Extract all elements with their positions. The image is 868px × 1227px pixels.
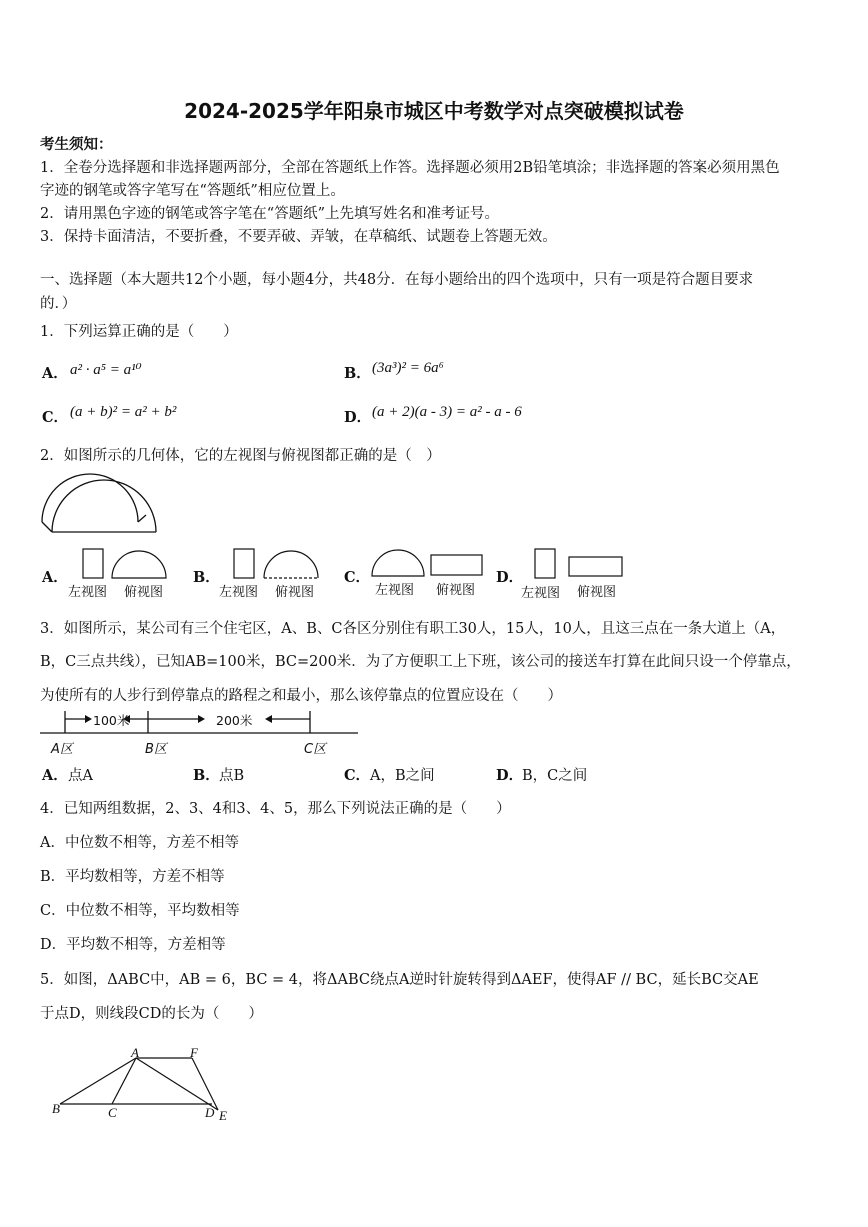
q2-option-a-left-caption: 左视图: [68, 585, 108, 600]
q1-option-a-label: A．: [42, 365, 68, 382]
q5-line-1: 5．如图，ΔABC中，AB = 6，BC = 4，将ΔABC绕点A逆时针旋转得到ΔAEF，使得AF // BC，延长BC交AE: [40, 972, 759, 988]
q1-option-c-expr: (a + b)² = a² + b²: [70, 404, 177, 420]
q1-option-b-label: B．: [344, 365, 371, 382]
notice-heading: 考生须知：: [40, 136, 113, 153]
q3-option-a-label: A．: [42, 767, 68, 784]
q4-stem: 4．已知两组数据，2、3、4和3、4、5，那么下列说法正确的是（ ）: [40, 801, 511, 817]
q5-point-f: F: [190, 1045, 198, 1060]
q2-option-a-label: A．: [42, 569, 68, 586]
q3-zone-c: C区: [304, 742, 327, 757]
q4-option-a: A．中位数不相等，方差不相等: [40, 835, 239, 851]
q2-option-c-left-caption: 左视图: [375, 583, 415, 598]
q3-zone-b: B区: [145, 742, 167, 757]
notice-line-1a: 1．全卷分选择题和非选择题两部分，全部在答题纸上作答。选择题必须用2B铅笔填涂；非选择题的答案必须用黑色: [40, 160, 780, 176]
q2-option-d-left-view: [534, 548, 556, 580]
q3-line-1: 3．如图所示，某公司有三个住宅区，A、B、C各区分别住有职工30人，15人，10人，且这三点在一条大道上（A，: [40, 621, 786, 637]
q1-option-c-label: C．: [42, 409, 69, 426]
q2-option-d-left-caption: 左视图: [521, 586, 561, 601]
q2-option-b-top-view: [262, 548, 322, 580]
q1-option-d-expr: (a + 2)(a - 3) = a² - a - 6: [372, 404, 522, 420]
q3-road-diagram: [40, 706, 360, 736]
q1-option-b-expr: (3a³)² = 6a⁶: [372, 360, 444, 376]
q2-option-a-top-view: [110, 548, 170, 580]
q4-option-b: B．平均数相等，方差不相等: [40, 869, 225, 885]
q2-option-b-left-view: [233, 548, 255, 580]
q2-solid-figure: [40, 470, 165, 540]
q2-option-b-left-caption: 左视图: [219, 585, 259, 600]
q1-stem: 1．下列运算正确的是（ ）: [40, 324, 238, 340]
q3-option-a-text: 点A: [68, 768, 93, 784]
q2-option-b-label: B．: [193, 569, 220, 586]
section-heading-line-a: 一、选择题（本大题共12个小题，每小题4分，共48分．在每小题给出的四个选项中，只有一项是符合题目要求: [40, 272, 754, 288]
q2-option-b-top-caption: 俯视图: [275, 585, 315, 600]
q3-line-3: 为使所有的人步行到停靠点的路程之和最小，那么该停靠点的位置应设在（ ）: [40, 688, 562, 704]
q2-option-a-top-caption: 俯视图: [124, 585, 164, 600]
q3-distance-bc: 200米: [216, 713, 253, 728]
q1-option-d-label: D．: [344, 409, 372, 426]
section-heading-line-b: 的．）: [40, 296, 77, 312]
q2-option-c-top-view: [430, 554, 484, 578]
q3-zone-a: A区: [51, 742, 73, 757]
q2-stem: 2．如图所示的几何体，它的左视图与俯视图都正确的是（ ）: [40, 448, 441, 464]
page-title: 2024-2025学年阳泉市城区中考数学对点突破模拟试卷: [184, 99, 684, 123]
q3-option-b-label: B．: [193, 767, 220, 784]
notice-line-3: 3．保持卡面清洁，不要折叠，不要弄破、弄皱，在草稿纸、试题卷上答题无效。: [40, 229, 557, 245]
notice-line-1b: 字迹的钢笔或答字笔写在“答题纸”相应位置上。: [40, 183, 345, 199]
q5-point-c: C: [108, 1105, 117, 1120]
q3-option-b-text: 点B: [219, 768, 245, 784]
q4-option-d: D．平均数不相等，方差相等: [40, 937, 226, 953]
q5-point-a: A: [131, 1045, 139, 1060]
q1-option-a-expr: a² · a⁵ = a¹⁰: [70, 362, 142, 378]
q5-point-e: E: [219, 1108, 227, 1123]
q3-line-2: B，C三点共线），已知AB=100米，BC=200米．为了方便职工上下班，该公司的接送车打算在此间只设一个停靠点，: [40, 654, 801, 670]
q2-option-c-label: C．: [344, 569, 371, 586]
q5-point-d: D: [205, 1105, 215, 1120]
q3-option-c-label: C．: [344, 767, 371, 784]
q5-line-2: 于点D，则线段CD的长为（ ）: [40, 1006, 263, 1022]
q3-distance-ab: 100米: [93, 713, 130, 728]
q3-option-d-text: B，C之间: [522, 768, 588, 784]
q4-option-c: C．中位数不相等，平均数相等: [40, 903, 240, 919]
q2-option-d-top-view: [568, 556, 624, 578]
notice-line-2: 2．请用黑色字迹的钢笔或答字笔在“答题纸”上先填写姓名和准考证号。: [40, 206, 500, 222]
q2-option-c-left-view: [370, 548, 430, 578]
q3-option-d-label: D．: [496, 767, 524, 784]
q2-option-a-left-view: [82, 548, 104, 580]
q2-option-d-top-caption: 俯视图: [577, 585, 617, 600]
q2-option-c-top-caption: 俯视图: [436, 583, 476, 598]
q3-option-c-text: A，B之间: [370, 768, 435, 784]
q5-point-b: B: [52, 1101, 60, 1116]
q2-option-d-label: D．: [496, 569, 524, 586]
